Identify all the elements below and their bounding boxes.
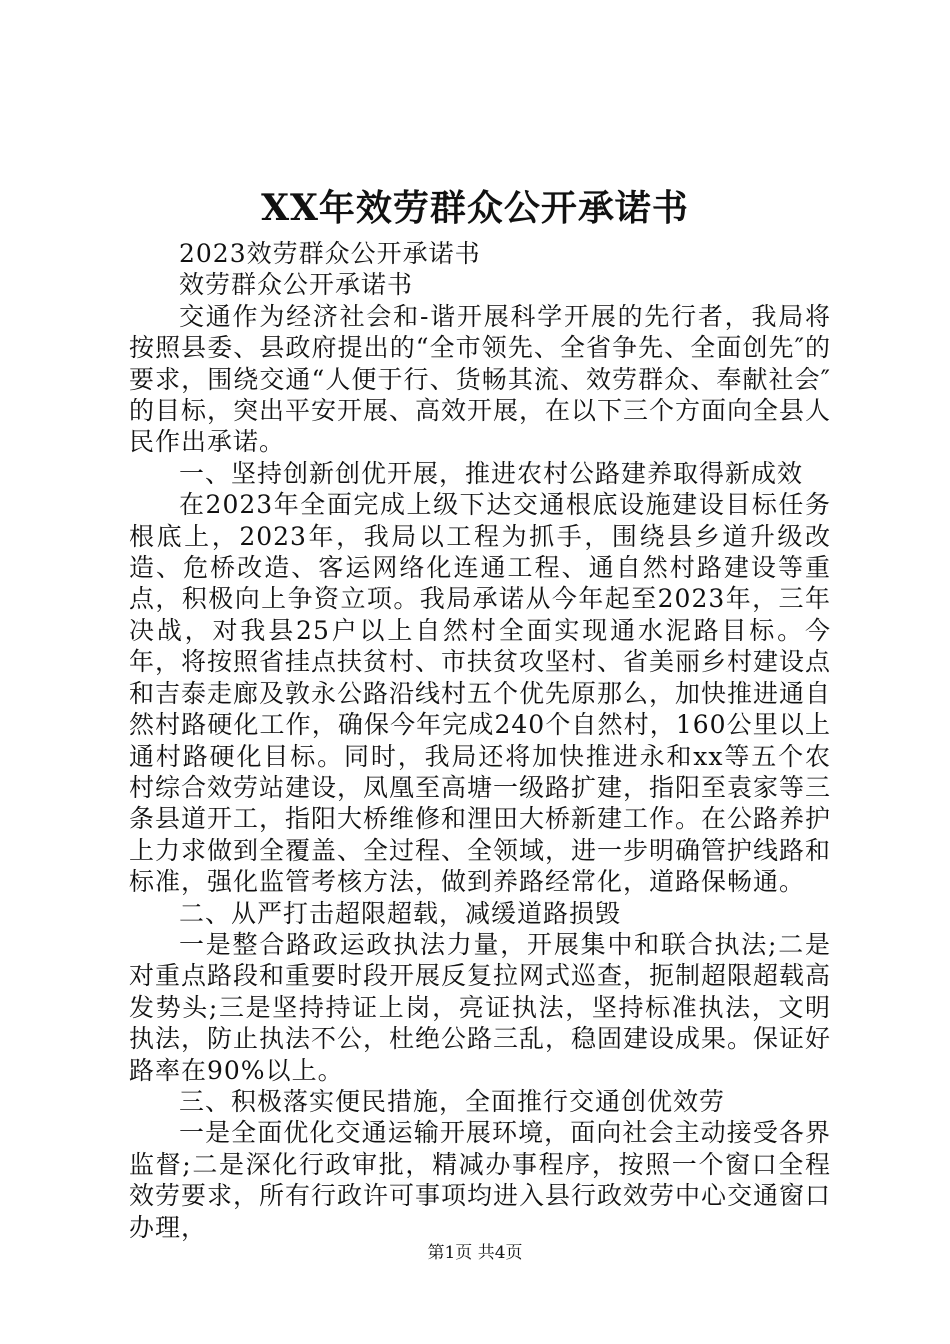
- section-heading: 二、从严打击超限超载，减缓道路损毁: [179, 898, 622, 928]
- page-number-footer: 第1页 共4页: [427, 1243, 523, 1263]
- document-title: XX年效劳群众公开承诺书: [261, 187, 689, 229]
- paragraph: 在2023年全面完成上级下达交通根底设施建设目标任务根底上，2023年，我局以工程为抓手，围绕县乡道升级改造、危桥改造、客运网络化连通工程、通自然村路建设等重点，积极向上争资立项。我局承诺从今年起至2023年，三年决战，对我县25户以上自然村全面实现通水泥路目标。今年，将按照省挂点扶贫村、市扶贫攻坚村、省美丽乡村建设点和吉泰走廊及敦永公路沿线村五个优先原那么，加快推进通自然村路硬化工作，确保今年完成240个自然村，160公里以上通村路硬化目标。同时，我局还将加快推进永和xx等五个农村综合效劳站建设，凤凰至高塘一级路扩建，指阳至袁家等三条县道开工，指阳大桥维修和浬田大桥新建工作。在公路养护上力求做到全覆盖、全过程、全领域，进一步明确管护线路和标准，强化监管考核方法，做到养路经常化，道路保畅通。: [129, 490, 832, 897]
- section-heading: 三、积极落实便民措施，全面推行交通创优效劳: [179, 1086, 726, 1116]
- document-body: [129, 238, 831, 1243]
- section-heading: 一、坚持创新创优开展，推进农村公路建养取得新成效: [179, 458, 804, 488]
- paragraph: 2023效劳群众公开承诺书: [179, 239, 481, 268]
- paragraph: 一是整合路政运政执法力量，开展集中和联合执法;二是对重点路段和重要时段开展反复拉网式巡查，扼制超限超载高发势头;三是坚持持证上岗，亮证执法，坚持标准执法，文明执法，防止执法不公，杜绝公路三乱，稳固建设成果。保证好路率在90%以上。: [129, 929, 832, 1085]
- paragraph: 交通作为经济社会和-谐开展科学开展的先行者，我局将按照县委、县政府提出的“全市领先、全省争先、全面创先″的要求，围绕交通“人便于行、货畅其流、效劳群众、奉献社会″的目标，突出平安开展、高效开展，在以下三个方面向全县人民作出承诺。: [129, 301, 832, 457]
- paragraph: 一是全面优化交通运输开展环境，面向社会主动接受各界监督;二是深化行政审批，精减办事程序，按照一个窗口全程效劳要求，所有行政许可事项均进入县行政效劳中心交通窗口办理，: [129, 1118, 832, 1242]
- paragraph: 效劳群众公开承诺书: [179, 270, 414, 300]
